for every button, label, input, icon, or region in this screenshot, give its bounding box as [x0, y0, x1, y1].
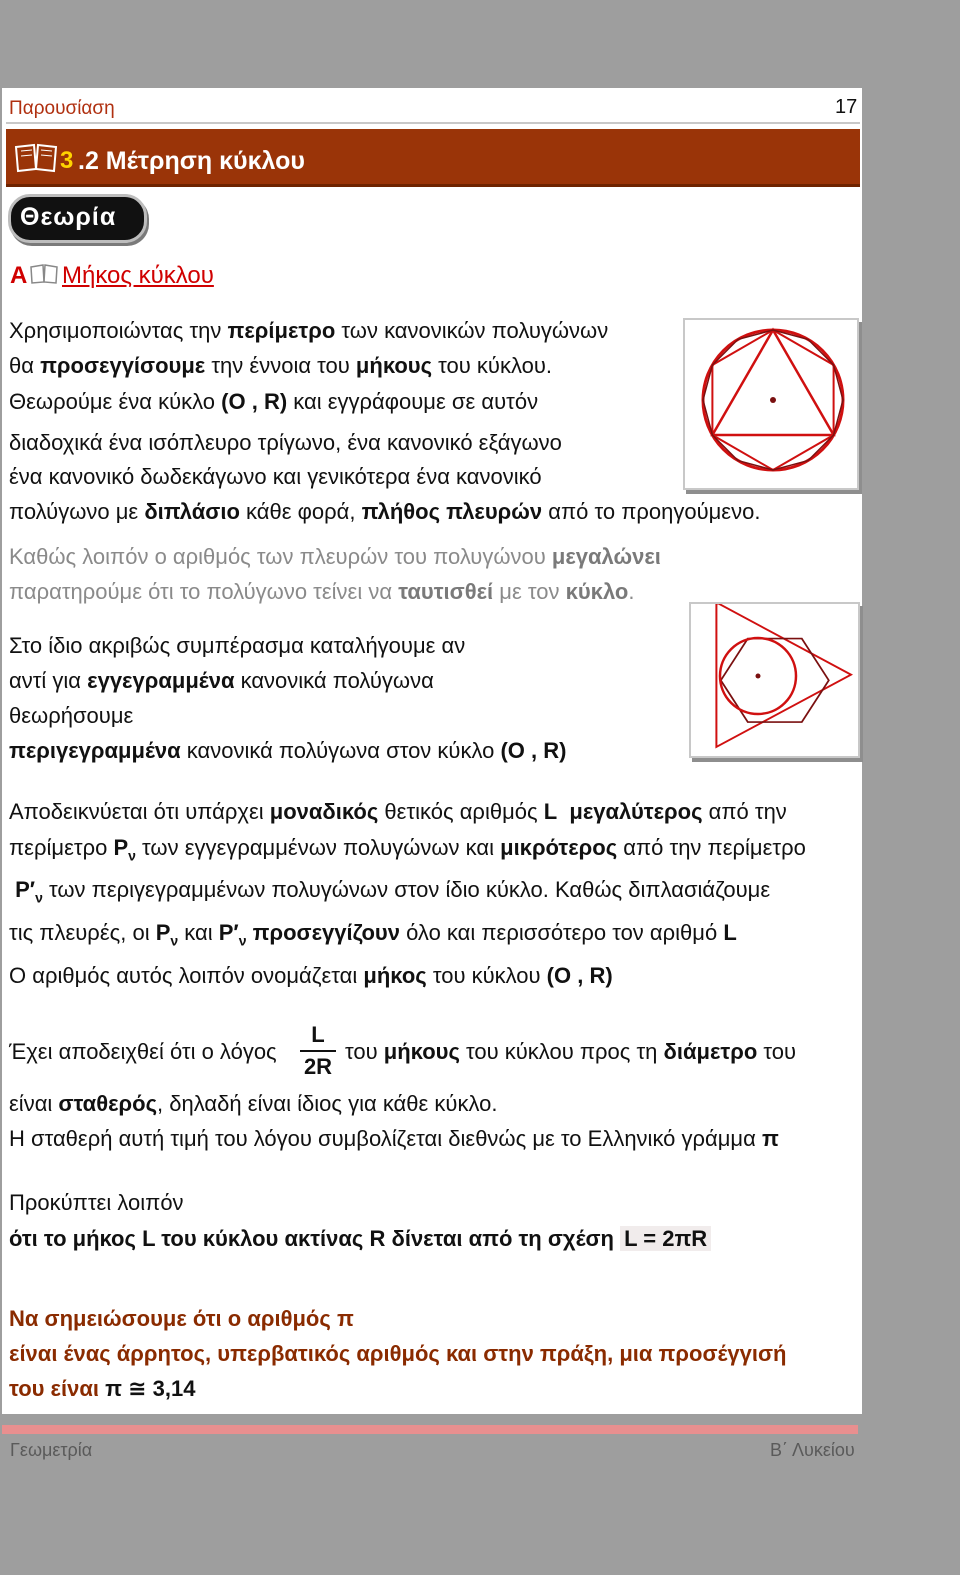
circumscribed-polygons-diagram — [691, 604, 858, 756]
section-letter: Α — [10, 262, 28, 289]
section-title-link[interactable]: Μήκος κύκλου — [62, 262, 214, 289]
text-line: περίμετρο $P_\nu$ των εγγεγραμμένων πολυγώνων και μικρότερος από την περίμετρο — [9, 835, 806, 864]
page-number: 17 — [835, 96, 858, 118]
text-line: τις πλευρές, οι $P_\nu$ και $P'_\nu$ προσεγγίζουν όλο και περισσότερο τον αριθμό L — [9, 920, 737, 949]
footer-grade: Β΄ Λυκείου — [770, 1440, 855, 1460]
text-line: θεωρήσουμε — [9, 703, 134, 728]
inscribed-polygons-diagram — [685, 320, 857, 488]
note-line: του είναι π ≅ 3,14 — [9, 1376, 196, 1401]
chapter-title: .2 Μέτρηση κύκλου — [78, 147, 305, 175]
text-line: Προκύπτει λοιπόν — [9, 1190, 184, 1215]
chapter-banner — [6, 129, 860, 187]
text-line: θα προσεγγίσουμε την έννοια του μήκους του κύκλου. — [9, 353, 552, 378]
text-line: Στο ίδιο ακριβώς συμπέρασμα καταλήγουμε αν — [9, 633, 466, 658]
header-section: Παρουσίαση — [9, 98, 115, 119]
header-divider — [6, 122, 860, 124]
footer-subject: Γεωμετρία — [10, 1440, 93, 1460]
small-book-icon — [30, 264, 58, 284]
text-line: Καθώς λοιπόν ο αριθμός των πλευρών του πολυγώνου μεγαλώνει — [9, 544, 661, 569]
text-line: $P'_\nu$ των περιγεγραμμένων πολυγώνων στον ίδιο κύκλο. Καθώς διπλασιάζουμε — [15, 877, 771, 906]
text-line: ότι το μήκος L του κύκλου ακτίνας R δίνεται από τη σχέση L = 2πR — [9, 1226, 711, 1252]
circumscribed-polygons-figure — [689, 602, 860, 758]
formula-highlight: L = 2πR — [620, 1226, 711, 1251]
theory-badge — [8, 194, 147, 243]
text-line: ένα κανονικό δωδεκάγωνο και γενικότερα ένα κανονικό — [9, 464, 542, 489]
fraction-L-over-2R: L 2R — [300, 1022, 336, 1080]
text-line: αντί για εγγεγραμμένα κανονικά πολύγωνα — [9, 668, 434, 693]
text-line: Θεωρούμε ένα κύκλο (O , R) και εγγράφουμε σε αυτόν — [9, 389, 539, 414]
text-line: Ο αριθμός αυτός λοιπόν ονομάζεται μήκος του κύκλου (O , R) — [9, 963, 613, 988]
text-line: είναι σταθερός, δηλαδή είναι ίδιος για κάθε κύκλο. — [9, 1091, 498, 1116]
theory-badge-label: Θεωρία — [20, 203, 117, 231]
text-line: Χρησιμοποιώντας την περίμετρο των κανονικών πολυγώνων — [9, 318, 609, 343]
text-line: διαδοχικά ένα ισόπλευρο τρίγωνο, ένα κανονικό εξάγωνο — [9, 430, 562, 455]
footer-divider — [2, 1425, 858, 1434]
book-icon — [14, 143, 58, 173]
text-line: του μήκους του κύκλου προς τη διάμετρο του — [345, 1039, 797, 1064]
text-line: περιγεγραμμένα κανονικά πολύγωνα στον κύκλο (O , R) — [9, 738, 567, 763]
text-line: Η σταθερή αυτή τιμή του λόγου συμβολίζεται διεθνώς με το Ελληνικό γράμμα π — [9, 1126, 779, 1151]
text-line: παρατηρούμε ότι το πολύγωνο τείνει να ταυτισθεί με τον κύκλο. — [9, 579, 635, 604]
section-a-heading — [10, 262, 214, 290]
note-line: Να σημειώσουμε ότι ο αριθμός π — [9, 1306, 354, 1331]
chapter-number: 3 — [60, 147, 74, 174]
text-line: Έχει αποδειχθεί ότι ο λόγος — [9, 1039, 277, 1064]
text-line: πολύγωνο με διπλάσιο κάθε φορά, πλήθος πλευρών από το προηγούμενο. — [9, 499, 761, 524]
inscribed-polygons-figure — [683, 318, 859, 490]
note-line: είναι ένας άρρητος, υπερβατικός αριθμός και στην πράξη, μια προσέγγισή — [9, 1341, 787, 1366]
text-line: Αποδεικνύεται ότι υπάρχει μοναδικός θετικός αριθμός L μεγαλύτερος από την — [9, 799, 787, 824]
